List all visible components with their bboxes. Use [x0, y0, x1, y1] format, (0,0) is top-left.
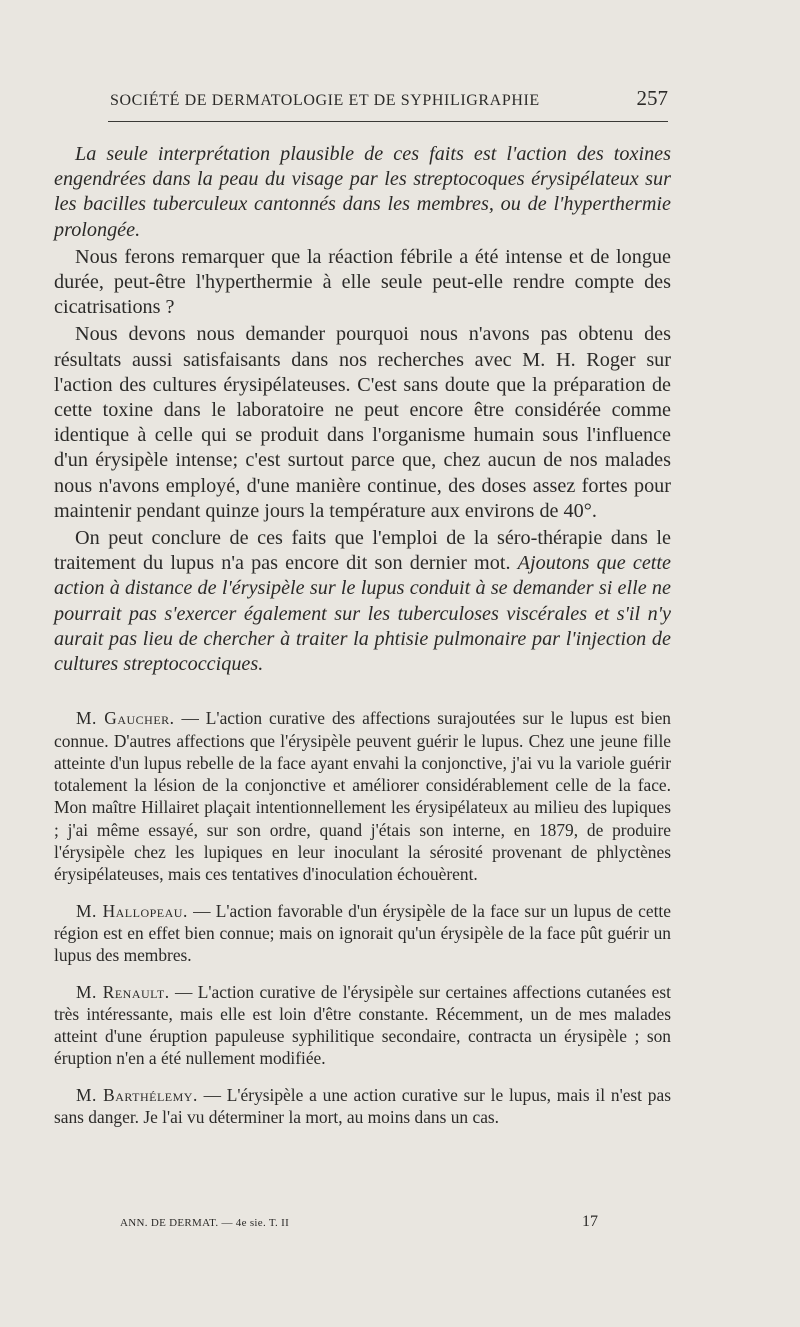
conclusion-roman-text: On peut conclure de ces faits que l'emploi de la séro-thérapie dans le traitement du lupus n'a pas encore dit son dernier mot. — [54, 527, 671, 575]
running-header — [110, 86, 668, 111]
discussion-text: — L'action curative des affections surajoutées sur le lupus est bien connue. D'autres affections que l'érysipèle peuvent guérir le lupus. Chez une jeune fille atteinte d'un lupus rebelle de la face ayant envahi la conjonctive, j'ai vu la variole guérir totalement la lésion de la conjonctive et améliorer considérablement celle de la face. Mon maître Hillairet plaçait intentionnellement les érysipélateux au milieu des lupiques ; j'ai même essayé, sur son ordre, quand j'étais son interne, en 1879, de produire l'érysipèle chez les lupiques en leur inoculant la sérosité provenant de phlyctènes érysipélateuses, mais ces tentatives d'inoculation échouèrent. — [54, 708, 671, 885]
discussion-renault — [54, 981, 671, 1070]
discussion-text: — L'érysipèle a une action curative sur le lupus, mais il n'est pas sans danger. Je l'ai vu déterminer la mort, au moins dans un cas. — [54, 1084, 671, 1128]
signature-line: ANN. DE DERMAT. — 4e sie. T. II — [120, 1217, 290, 1229]
discussion-text: — L'action curative de l'érysipèle sur certaines affections cutanées est très intéressante, mais elle est loin d'être constante. Récemment, un de mes malades atteint d'une éruption papuleuse syphilitique secondaire, contracta un érysipèle ; son éruption n'en a été nullement modifiée. — [54, 981, 671, 1069]
header-rule — [108, 121, 668, 122]
speaker-name: M. Barthélemy. — [76, 1084, 198, 1105]
speaker-name: M. Renault. — [76, 981, 170, 1002]
paragraph-conclusion — [54, 526, 671, 677]
discussion-hallopeau — [54, 900, 671, 967]
running-title: SOCIÉTÉ DE DERMATOLOGIE ET DE SYPHILIGRAPHIE — [110, 92, 540, 109]
sheet-number: 17 — [582, 1213, 598, 1230]
paragraph-interpretation: La seule interprétation plausible de ces faits est l'action des toxines engendrées dans la peau du visage par les streptocoques érysipélateux sur les bacilles tuberculeux cantonnés dans les membres, ou de l'hyperthermie prolongée. — [54, 143, 671, 241]
conclusion-italic-text: Ajoutons que cette action à distance de l'érysipèle sur le lupus conduit à se demander si elle ne pourrait pas s'exercer également sur les tuberculoses viscérales et s'il n'y aurait pas lieu de chercher à traiter la phtisie pulmonaire par l'injection de cultures streptococciques. — [54, 552, 671, 676]
speaker-name: M. Hallopeau. — [76, 900, 188, 921]
paragraph-febrile-reaction: Nous ferons remarquer que la réaction fébrile a été intense et de longue durée, peut-être l'hyperthermie à elle seule peut-elle rendre compte des cicatrisations ? — [54, 245, 671, 319]
speaker-name: M. Gaucher. — [76, 708, 175, 729]
discussion-gaucher — [54, 707, 671, 885]
page-number: 257 — [636, 86, 668, 110]
paragraph-erysipelas-cultures: Nous devons nous demander pourquoi nous n'avons pas obtenu des résultats aussi satisfaisants dans nos recherches avec M. H. Roger sur l'action des cultures érysipélateuses. C'est sans doute que la préparation de cette toxine dans le laboratoire ne peut encore être considérée comme identique à celle qui se produit dans l'organisme humain sous l'influence d'un érysipèle intense; c'est surtout parce que, chez aucun de nos malades nous n'avons employé, d'une manière continue, des doses assez fortes pour maintenir pendant quinze jours la température aux environs de 40°. — [54, 323, 671, 522]
discussion-barthelemy — [54, 1084, 671, 1129]
discussion-text: — L'action favorable d'un érysipèle de la face sur un lupus de cette région est en effet bien connue; mais on ignorait qu'un érysipèle de la face pût guérir un lupus des membres. — [54, 900, 671, 966]
page-footer — [120, 1213, 598, 1231]
page-body — [54, 142, 671, 1128]
